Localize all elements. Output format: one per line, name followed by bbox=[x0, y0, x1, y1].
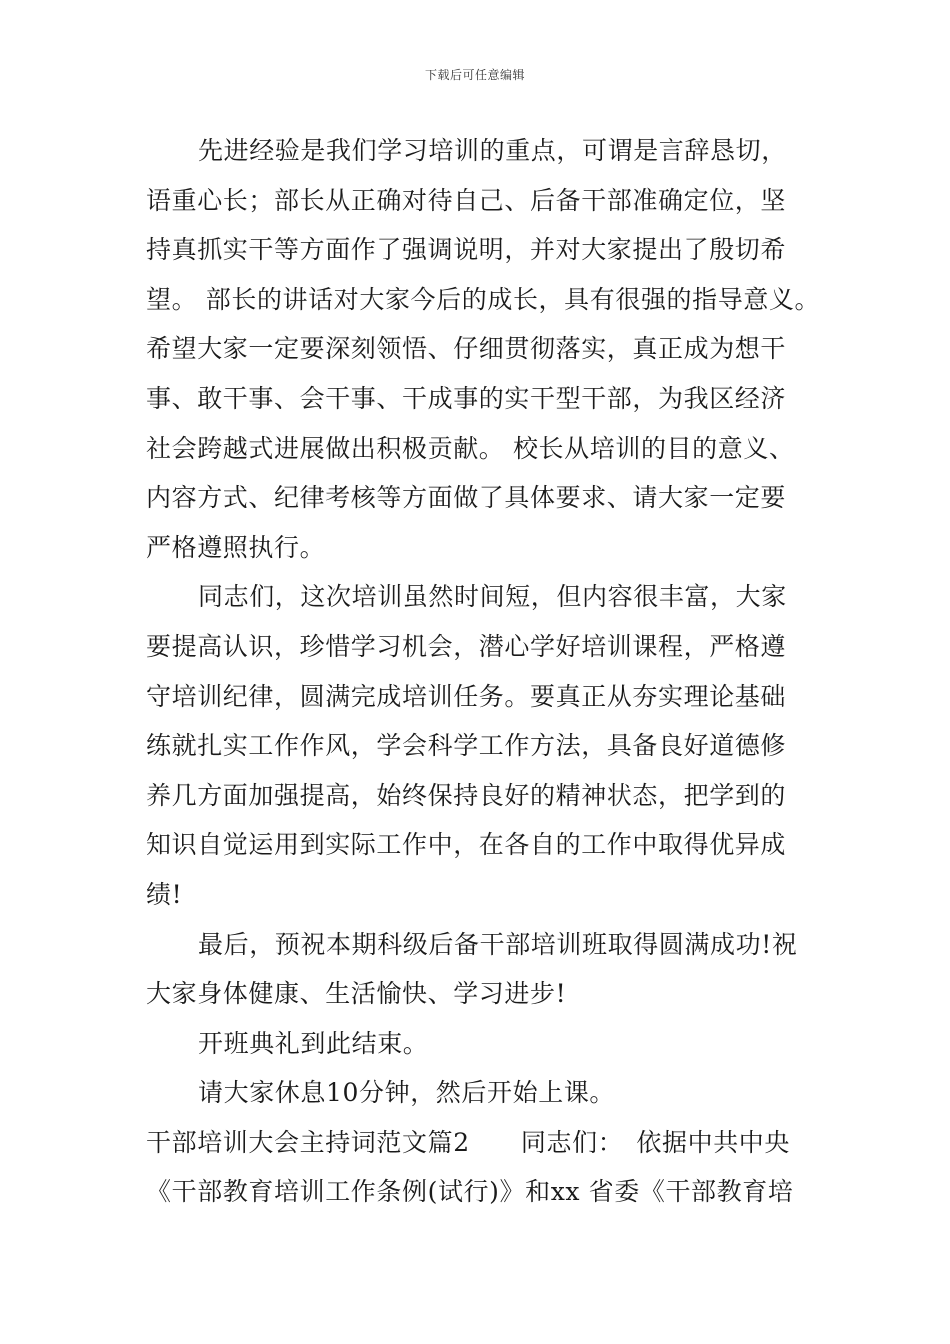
text-line: 事、敢干事、会干事、干成事的实干型干部，为我区经济 bbox=[146, 383, 787, 413]
text-line: 开班典礼到此结束。 bbox=[198, 1028, 429, 1058]
text-line: 练就扎实工作作风，学会科学工作方法，具备良好道德修 bbox=[146, 731, 787, 761]
text-line: 干部培训大会主持词范文篇2 同志们： 依据中共中央 bbox=[146, 1127, 791, 1157]
document-body bbox=[146, 126, 821, 1217]
text-line: 内容方式、纪律考核等方面做了具体要求、请大家一定要 bbox=[146, 483, 787, 513]
text-line: 望。 部长的讲话对大家今后的成长，具有很强的指导意义。 bbox=[146, 284, 821, 314]
text-line: 语重心长；部长从正确对待自己、后备干部准确定位，坚 bbox=[146, 185, 787, 215]
text-line: 先进经验是我们学习培训的重点，可谓是言辞恳切， bbox=[198, 136, 787, 165]
text-line: 绩! bbox=[146, 879, 183, 909]
text-line: 持真抓实干等方面作了强调说明，并对大家提出了殷切希 bbox=[146, 235, 787, 265]
text-line: 社会跨越式进展做出积极贡献。 校长从培训的目的意义、 bbox=[146, 433, 795, 463]
text-line: 养几方面加强提高，始终保持良好的精神状态，把学到的 bbox=[146, 780, 787, 810]
text-line: 最后，预祝本期科级后备干部培训班取得圆满成功!祝 bbox=[198, 929, 798, 959]
header-note: 下载后可任意编辑 bbox=[424, 68, 525, 82]
text-line: 要提高认识，珍惜学习机会，潜心学好培训课程，严格遵 bbox=[146, 631, 787, 661]
text-line: 知识自觉运用到实际工作中，在各自的工作中取得优异成 bbox=[146, 830, 787, 860]
text-line: 《干部教育培训工作条例(试行)》和xx 省委《干部教育培 bbox=[146, 1177, 794, 1207]
text-line: 同志们，这次培训虽然时间短，但内容很丰富，大家 bbox=[198, 582, 787, 612]
text-line: 大家身体健康、生活愉快、学习进步! bbox=[146, 979, 567, 1009]
text-line: 严格遵照执行。 bbox=[146, 532, 326, 562]
text-line: 守培训纪律，圆满完成培训任务。要真正从夯实理论基础 bbox=[146, 681, 787, 711]
text-line: 请大家休息10分钟，然后开始上课。 bbox=[198, 1078, 616, 1108]
text-line: 希望大家一定要深刻领悟、仔细贯彻落实，真正成为想干 bbox=[146, 334, 787, 364]
